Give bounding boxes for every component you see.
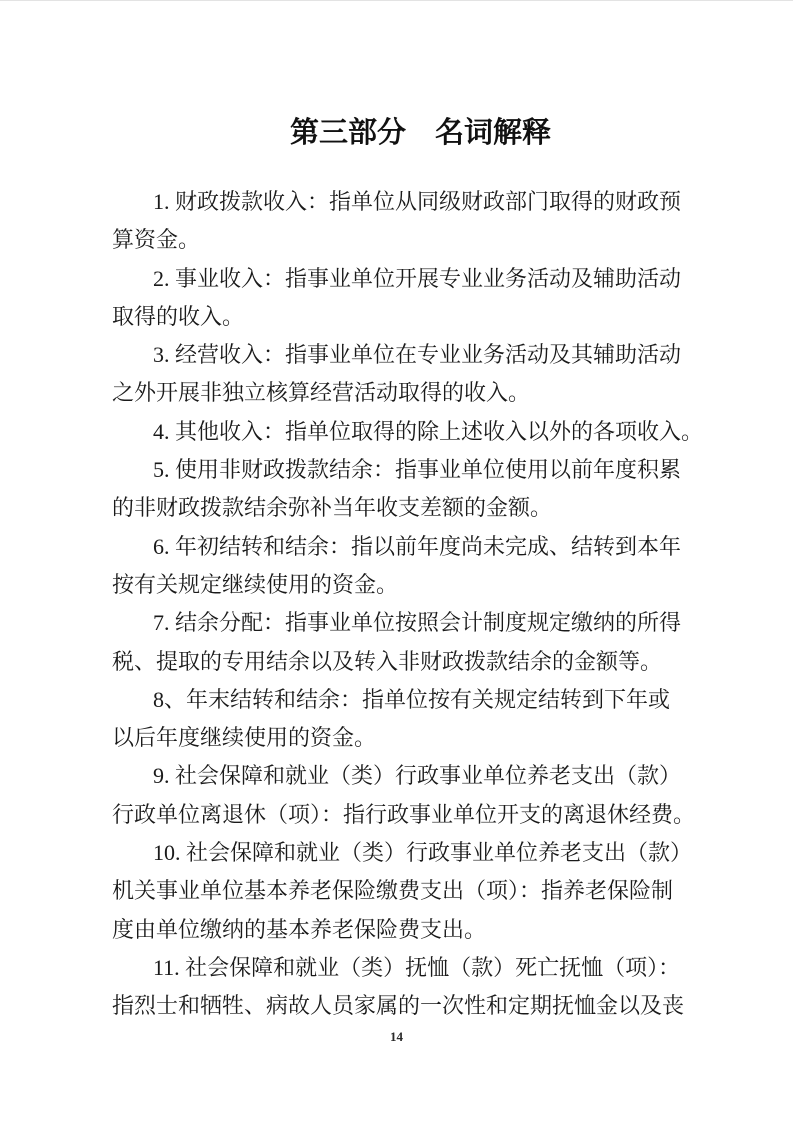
page-title: 第三部分 名词解释: [289, 117, 551, 150]
text-line: 4. 其他收入：指单位取得的除上述收入以外的各项收入。: [153, 418, 704, 444]
paragraph: [112, 604, 752, 681]
text-line: 按有关规定继续使用的资金。: [112, 571, 399, 597]
text-line: 算资金。: [112, 227, 201, 253]
paragraph: [112, 528, 752, 605]
text-line: 2. 事业收入：指事业单位开展专业业务活动及辅助活动: [153, 265, 682, 291]
paragraph: [112, 451, 752, 528]
text-line: 8、年末结转和结余：指单位按有关规定结转到下年或: [153, 686, 671, 712]
text-line: 指烈士和牺牲、病故人员家属的一次性和定期抚恤金以及丧: [112, 993, 685, 1019]
text-line: 5. 使用非财政拨款结余：指事业单位使用以前年度积累: [153, 457, 682, 483]
text-line: 之外开展非独立核算经营活动取得的收入。: [112, 380, 531, 406]
paragraph: [112, 260, 752, 337]
page-top-border: [0, 0, 793, 1]
text-line: 机关事业单位基本养老保险缴费支出（项）：指养老保险制: [112, 878, 674, 904]
paragraph: [112, 183, 752, 260]
text-line: 取得的收入。: [112, 303, 245, 329]
page-number: 14: [390, 1029, 403, 1044]
text-line: 10. 社会保障和就业（类）行政事业单位养老支出（款）: [153, 840, 693, 866]
text-line: 度由单位缴纳的基本养老保险费支出。: [112, 916, 487, 942]
paragraph: [112, 834, 752, 949]
text-line: 9. 社会保障和就业（类）行政事业单位养老支出（款）: [153, 763, 682, 789]
text-line: 的非财政拨款结余弥补当年收支差额的金额。: [112, 495, 553, 521]
text-line: 3. 经营收入：指事业单位在专业业务活动及其辅助活动: [153, 342, 682, 368]
document-body: [112, 183, 752, 1026]
text-line: 行政单位离退休（项）：指行政事业单位开支的离退休经费。: [112, 801, 696, 827]
text-line: 11. 社会保障和就业（类）抚恤（款）死亡抚恤（项）：: [153, 954, 681, 980]
paragraph: [112, 757, 752, 834]
text-line: 1. 财政拨款收入：指单位从同级财政部门取得的财政预: [153, 189, 682, 214]
paragraph: [112, 336, 752, 413]
paragraph: [112, 949, 752, 1026]
paragraph: [112, 681, 752, 758]
text-line: 税、提取的专用结余以及转入非财政拨款结余的金额等。: [112, 648, 663, 674]
text-line: 6. 年初结转和结余：指以前年度尚未完成、结转到本年: [153, 533, 682, 559]
paragraph: [112, 413, 752, 451]
text-line: 7. 结余分配：指事业单位按照会计制度规定缴纳的所得: [153, 610, 682, 636]
text-line: 以后年度继续使用的资金。: [112, 725, 377, 751]
